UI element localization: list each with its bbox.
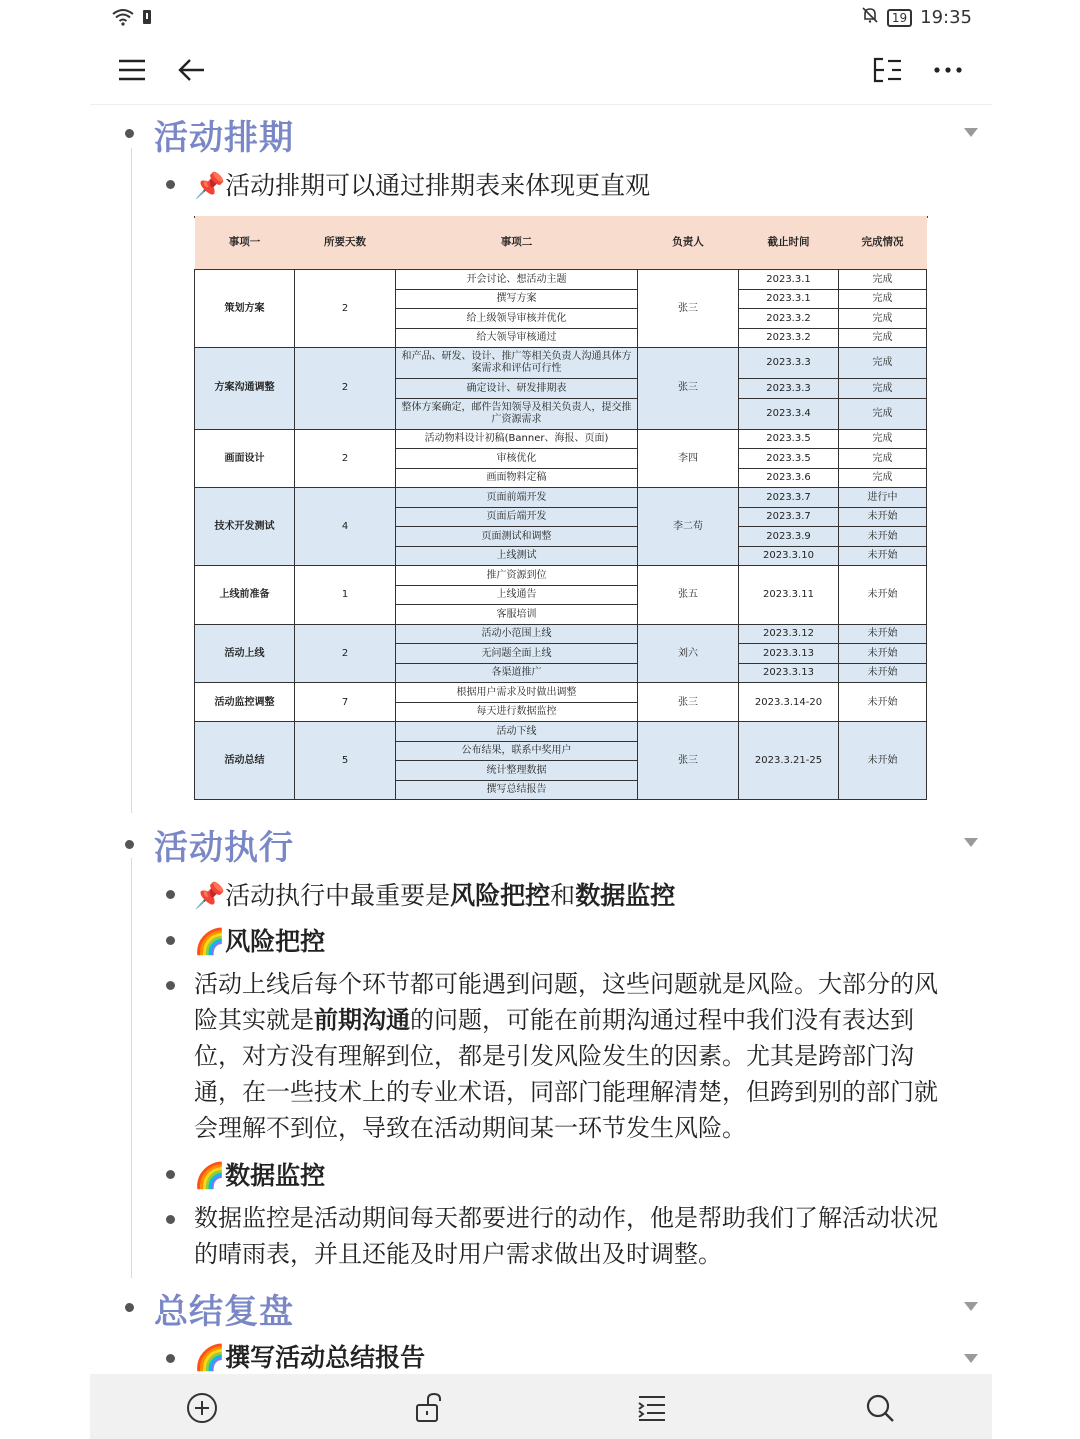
more-icon[interactable] xyxy=(926,48,970,92)
table-cell: 2023.3.10 xyxy=(739,546,839,566)
table-cell: 确定设计、研发排期表 xyxy=(396,379,638,399)
table-row xyxy=(195,683,927,703)
list-item: 📌活动排期可以通过排期表来体现更直观 xyxy=(194,171,651,200)
table-cell: 策划方案 xyxy=(195,270,295,348)
table-cell: 完成 xyxy=(839,328,927,348)
table-cell: 1 xyxy=(295,566,396,625)
table-cell: 未开始 xyxy=(839,722,927,800)
table-cell: 每天进行数据监控 xyxy=(396,702,638,722)
table-cell: 2023.3.11 xyxy=(739,566,839,625)
table-row xyxy=(195,348,927,379)
rainbow-icon: 🌈 xyxy=(194,1161,226,1190)
menu-icon[interactable] xyxy=(110,48,154,92)
table-cell: 页面测试和调整 xyxy=(396,527,638,547)
sim-icon xyxy=(142,9,152,30)
mute-bell-icon xyxy=(861,6,879,29)
back-arrow-icon[interactable] xyxy=(170,48,214,92)
table-cell: 张三 xyxy=(638,722,739,800)
table-cell: 完成 xyxy=(839,270,927,290)
collapse-icon[interactable] xyxy=(964,1354,978,1363)
bullet[interactable] xyxy=(125,129,134,138)
app-frame xyxy=(90,0,992,1439)
table-row xyxy=(195,566,927,586)
table-cell: 整体方案确定，邮件告知领导及相关负责人，提交推广资源需求 xyxy=(396,398,638,429)
table-cell: 活动物料设计初稿(Banner、海报、页面) xyxy=(396,429,638,449)
search-icon[interactable] xyxy=(860,1388,900,1428)
section-heading: 活动排期 xyxy=(154,118,294,158)
table-cell: 张三 xyxy=(638,683,739,722)
collapse-icon[interactable] xyxy=(964,838,978,847)
table-cell: 完成 xyxy=(839,289,927,309)
table-cell: 2 xyxy=(295,624,396,683)
table-cell: 撰写总结报告 xyxy=(396,780,638,800)
table-cell: 4 xyxy=(295,488,396,566)
table-cell: 完成 xyxy=(839,468,927,488)
table-row xyxy=(195,624,927,644)
table-cell: 上线测试 xyxy=(396,546,638,566)
table-cell: 未开始 xyxy=(839,507,927,527)
rainbow-icon: 🌈 xyxy=(194,927,226,956)
bottom-toolbar xyxy=(90,1374,992,1439)
table-cell: 2023.3.2 xyxy=(739,328,839,348)
table-cell: 2023.3.5 xyxy=(739,429,839,449)
table-cell: 未开始 xyxy=(839,683,927,722)
table-cell: 公布结果，联系中奖用户 xyxy=(396,741,638,761)
status-bar xyxy=(90,0,992,36)
table-cell: 2023.3.6 xyxy=(739,468,839,488)
table-cell: 2023.3.1 xyxy=(739,289,839,309)
table-row xyxy=(195,722,927,742)
table-cell: 完成 xyxy=(839,449,927,469)
collapse-icon[interactable] xyxy=(964,128,978,137)
table-header-cell: 事项一 xyxy=(195,216,295,270)
table-cell: 上线前准备 xyxy=(195,566,295,625)
clock: 19:35 xyxy=(920,7,972,28)
table-cell: 李二苟 xyxy=(638,488,739,566)
format-list-icon[interactable] xyxy=(632,1388,672,1428)
section-heading: 总结复盘 xyxy=(154,1292,294,1332)
table-cell: 完成 xyxy=(839,398,927,429)
list-item: 🌈数据监控 xyxy=(194,1161,326,1190)
table-row xyxy=(195,488,927,508)
table-cell: 进行中 xyxy=(839,488,927,508)
table-cell: 客服培训 xyxy=(396,605,638,625)
table-cell: 推广资源到位 xyxy=(396,566,638,586)
table-cell: 完成 xyxy=(839,309,927,329)
section-heading: 活动执行 xyxy=(154,828,294,868)
table-header-cell: 事项二 xyxy=(396,216,638,270)
table-cell: 和产品、研发、设计、推广等相关负责人沟通具体方案需求和评估可行性 xyxy=(396,348,638,379)
table-cell: 2 xyxy=(295,270,396,348)
table-cell: 5 xyxy=(295,722,396,800)
bullet[interactable] xyxy=(166,1170,175,1179)
table-cell: 画面设计 xyxy=(195,429,295,488)
rainbow-icon: 🌈 xyxy=(194,1343,226,1372)
table-cell: 审核优化 xyxy=(396,449,638,469)
table-cell: 2 xyxy=(295,348,396,430)
table-cell: 活动总结 xyxy=(195,722,295,800)
top-toolbar xyxy=(90,36,992,105)
pin-icon: 📌 xyxy=(194,881,226,910)
bullet[interactable] xyxy=(166,180,175,189)
bullet[interactable] xyxy=(166,936,175,945)
table-cell: 2023.3.7 xyxy=(739,488,839,508)
table-cell: 活动上线 xyxy=(195,624,295,683)
table-cell: 2023.3.13 xyxy=(739,644,839,664)
table-cell: 2023.3.13 xyxy=(739,663,839,683)
battery-icon: 19 xyxy=(887,9,912,27)
bullet[interactable] xyxy=(166,981,175,990)
table-cell: 2023.3.2 xyxy=(739,309,839,329)
table-header-cell: 负责人 xyxy=(638,216,739,270)
table-cell: 未开始 xyxy=(839,527,927,547)
table-cell: 未开始 xyxy=(839,566,927,625)
table-cell: 给上级领导审核并优化 xyxy=(396,309,638,329)
table-cell: 完成 xyxy=(839,429,927,449)
table-cell: 活动下线 xyxy=(396,722,638,742)
table-cell: 未开始 xyxy=(839,624,927,644)
table-cell: 2023.3.3 xyxy=(739,348,839,379)
wifi-icon xyxy=(112,8,134,31)
table-cell: 2023.3.3 xyxy=(739,379,839,399)
table-cell: 上线通告 xyxy=(396,585,638,605)
table-cell: 未开始 xyxy=(839,644,927,664)
table-cell: 给大领导审核通过 xyxy=(396,328,638,348)
table-header-cell: 截止时间 xyxy=(739,216,839,270)
bullet[interactable] xyxy=(125,840,134,849)
table-cell: 未开始 xyxy=(839,663,927,683)
table-cell: 活动小范围上线 xyxy=(396,624,638,644)
table-cell: 撰写方案 xyxy=(396,289,638,309)
table-cell: 完成 xyxy=(839,348,927,379)
add-icon[interactable] xyxy=(182,1388,222,1428)
bullet[interactable] xyxy=(166,1354,175,1363)
bullet[interactable] xyxy=(166,1215,175,1224)
table-cell: 活动监控调整 xyxy=(195,683,295,722)
table-cell: 张三 xyxy=(638,348,739,430)
pin-icon: 📌 xyxy=(194,171,226,200)
table-cell: 页面后端开发 xyxy=(396,507,638,527)
table-cell: 页面前端开发 xyxy=(396,488,638,508)
table-cell: 2023.3.5 xyxy=(739,449,839,469)
bullet[interactable] xyxy=(125,1303,134,1312)
paragraph: 数据监控是活动期间每天都要进行的动作，他是帮助我们了解活动状况的晴雨表，并且还能及时用户需求做出及时调整。 xyxy=(194,1204,938,1268)
table-header-cell: 所要天数 xyxy=(295,216,396,270)
outline-icon[interactable] xyxy=(866,48,910,92)
table-cell: 2023.3.12 xyxy=(739,624,839,644)
table-cell: 画面物料定稿 xyxy=(396,468,638,488)
table-cell: 方案沟通调整 xyxy=(195,348,295,430)
table-cell: 张三 xyxy=(638,270,739,348)
table-cell: 2023.3.9 xyxy=(739,527,839,547)
table-cell: 统计整理数据 xyxy=(396,761,638,781)
bullet[interactable] xyxy=(166,890,175,899)
table-cell: 7 xyxy=(295,683,396,722)
paragraph: 活动上线后每个环节都可能遇到问题，这些问题就是风险。大部分的风险其实就是前期沟通的问题，可能在前期沟通过程中我们没有表达到位，对方没有理解到位，都是引发风险发生的因素。尤其是跨部门沟通，在一些技术上的专业术语，同部门能理解清楚，但跨到别的部门就会理解不到位，导致在活动期间某一环节发生风险。 xyxy=(194,970,938,1142)
table-row xyxy=(195,270,927,290)
table-cell: 未开始 xyxy=(839,546,927,566)
table-cell: 刘六 xyxy=(638,624,739,683)
outline-content xyxy=(90,104,992,1374)
table-cell: 无问题全面上线 xyxy=(396,644,638,664)
schedule-table xyxy=(194,216,928,800)
list-item: 📌活动执行中最重要是风险把控和数据监控 xyxy=(194,881,676,910)
table-cell: 2023.3.7 xyxy=(739,507,839,527)
table-cell: 2023.3.21-25 xyxy=(739,722,839,800)
indent-guide xyxy=(131,148,132,813)
table-cell: 完成 xyxy=(839,379,927,399)
table-cell: 2023.3.4 xyxy=(739,398,839,429)
table-cell: 2023.3.1 xyxy=(739,270,839,290)
list-item: 🌈风险把控 xyxy=(194,927,326,956)
table-cell: 张五 xyxy=(638,566,739,625)
list-item: 🌈撰写活动总结报告 xyxy=(194,1343,426,1372)
table-cell: 各渠道推广 xyxy=(396,663,638,683)
collapse-icon[interactable] xyxy=(964,1302,978,1311)
table-cell: 2023.3.14-20 xyxy=(739,683,839,722)
table-row xyxy=(195,429,927,449)
table-header-cell: 完成情况 xyxy=(839,216,927,270)
table-cell: 根据用户需求及时做出调整 xyxy=(396,683,638,703)
indent-guide xyxy=(131,858,132,1278)
table-cell: 2 xyxy=(295,429,396,488)
table-cell: 李四 xyxy=(638,429,739,488)
unlock-icon[interactable] xyxy=(410,1388,450,1428)
table-cell: 技术开发测试 xyxy=(195,488,295,566)
table-cell: 开会讨论、想活动主题 xyxy=(396,270,638,290)
